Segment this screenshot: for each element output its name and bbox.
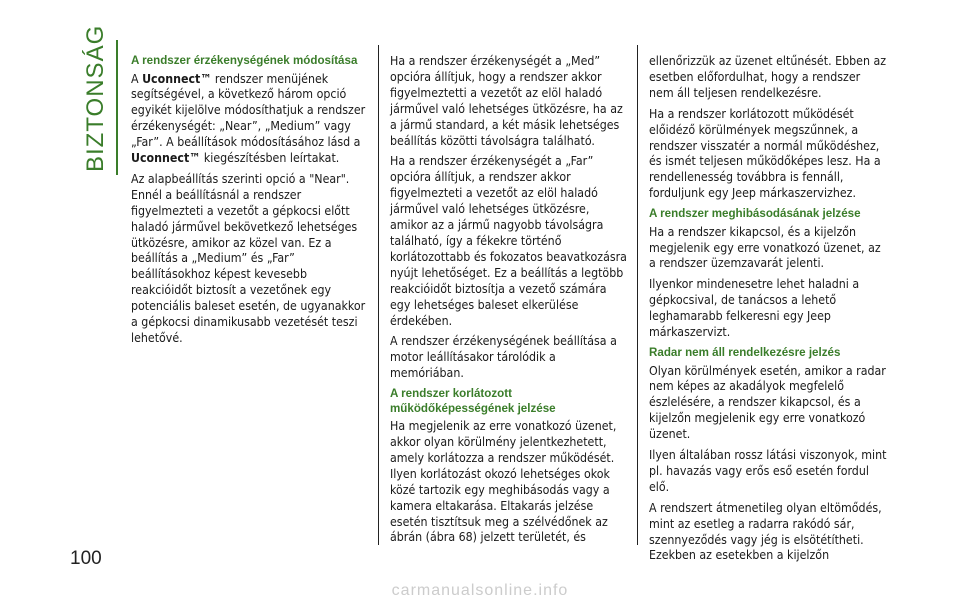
paragraph: A Uconnect™ rendszer menüjének segítségével, a következő három opció egyikét kijelölve módosíthatjuk a rendszer érzékenységét: „Near”, „Medium” vagy „Far”. A beállítások módosításához lásd a Uconnect™ kiegészítésben leírtakat. — [131, 71, 366, 166]
paragraph: Ha a rendszer korlátozott működését előidéző körülmények megszűnnek, a rendszer visszatér a normál működéshez, és ismét teljesen működőképes lesz. Ha a rendellenesség továbbra is fennáll, forduljunk egy Jeep márkaszervizhez. — [649, 106, 881, 201]
text-column-2 — [390, 54, 628, 551]
section-title-rule — [116, 40, 118, 175]
heading-radar-unavailable: Radar nem áll rendelkezésre jelzés — [649, 346, 841, 359]
section-title: BIZTONSÁG — [82, 24, 109, 172]
text-column-3 — [649, 54, 887, 569]
paragraph: Ha a rendszer kikapcsol, és a kijelzőn megjelenik egy erre vonatkozó üzenet, az a rendszer üzemzavarát jelenti. — [649, 224, 881, 271]
column-divider-1 — [378, 45, 379, 545]
page-number: 100 — [70, 548, 102, 569]
watermark: carmanualsonline.info — [391, 582, 569, 599]
paragraph: A rendszer érzékenységének beállítása a motor leállításakor tárolódik a memóriában. — [390, 334, 617, 381]
heading-failure: A rendszer meghibásodásának jelzése — [649, 207, 861, 221]
paragraph: Ilyen általában rossz látási viszonyok, mint pl. havazás vagy erős eső esetén fordul elő. — [649, 448, 887, 494]
paragraph: A rendszert átmenetileg olyan eltömődés, mint az esetleg a radarra rakódó sár, szennyeződés vagy jég is elsötétítheti. Ezekben az esetekben a kijelzőn — [649, 500, 882, 563]
heading-sensitivity: A rendszer érzékenységének módosítása — [131, 54, 358, 67]
text-column-1 — [131, 54, 371, 352]
paragraph: Ilyenkor mindenesetre lehet haladni a gépkocsival, de tanácsos a lehető leghamarabb felkeresni egy Jeep márkaszervizt. — [649, 277, 860, 340]
paragraph: Ha a rendszer érzékenységét a „Far” opcióra állítjuk, a rendszer akkor figyelmezteti a vezetőt az elöl haladó járművel való lehetséges ütközésre, amikor az a jármű nagyobb távolságra található, így a fékekre történő korlátozottabb és fokozatos beavatkozásra nyújt lehetőséget. Ez a beállítás a legtöbb reakcióidőt biztosítja a vezető számára egy lehetséges baleset elkerülése érdekében. — [390, 154, 627, 328]
paragraph: Ha a rendszer érzékenységét a „Med” opcióra állítjuk, hogy a rendszer akkor figyelmeztetti a vezetőt az elöl haladó járművel való lehetséges ütközésre, ha az a jármű standard, a két másik lehetséges beállítás közötti távolságra található. — [390, 54, 623, 148]
paragraph: Ha megjelenik az erre vonatkozó üzenet, akkor olyan körülmény jelentkezhetett, amely korlátozza a rendszer működését. Ilyen korlátozást okozó lehetséges okok közé tartozik egy meghibásodás vagy a kamera eltakarása. Eltakarás jelzése esetén tisztítsuk meg a szélvédőnek az ábrán (ábra 68) jelzett területét, és — [390, 419, 617, 545]
paragraph: Olyan körülmények esetén, amikor a radar nem képes az akadályok megfelelő észlelésére, a rendszer kikapcsol, és a kijelzőn megjelenik egy erre vonatkozó üzenet. — [649, 363, 886, 442]
column-divider-2 — [637, 45, 638, 545]
paragraph: Az alapbeállítás szerinti opció a "Near". Ennél a beállításnál a rendszer figyelmezteti a vezetőt a gépkocsi előtt haladó járművel bekövetkező lehetséges ütközésre, amikor az közel van. Ez a beállítás a „Medium” és „Far” beállításokhoz képest kevesebb reakcióidőt biztosít a vezetőnek egy potenciális baleset esetén, de ugyanakkor a gépkocsi dinamikusabb vezetését teszi lehetővé. — [131, 171, 366, 345]
heading-limited-function: A rendszer korlátozott működőképességének jelzése — [390, 387, 556, 415]
paragraph: ellenőrizzük az üzenet eltűnését. Ebben az esetben előfordulhat, hogy a rendszer nem áll teljesen rendelkezésre. — [649, 54, 887, 100]
